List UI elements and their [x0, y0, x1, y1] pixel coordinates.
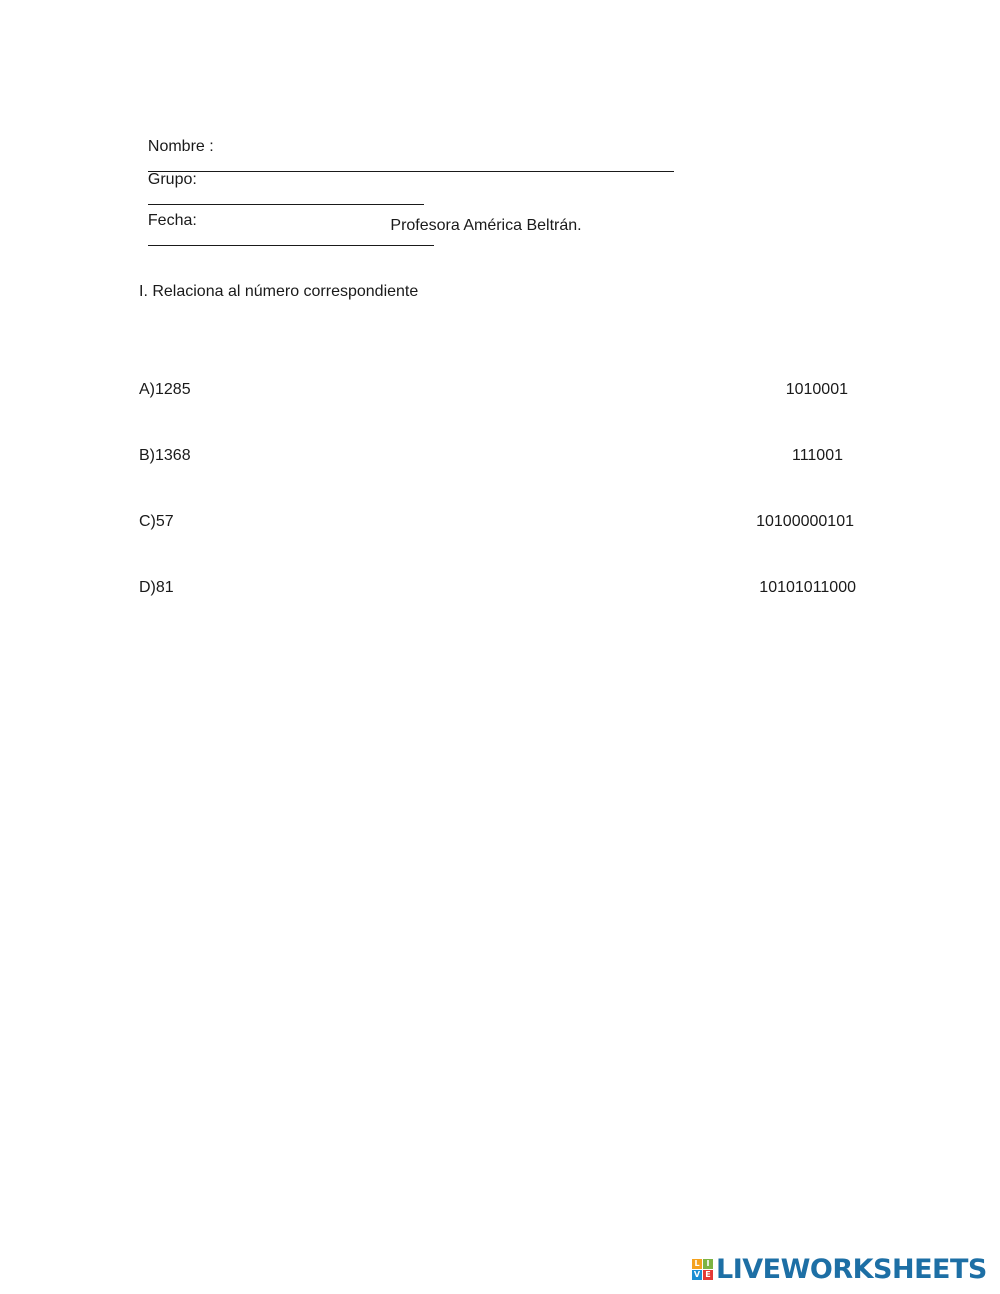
item-left-a: A)1285 — [139, 381, 191, 398]
grupo-fecha-field — [139, 150, 434, 252]
fecha-label: Fecha: — [147, 212, 197, 229]
item-right-2: 111001 — [791, 447, 843, 464]
item-left-d: D)81 — [139, 579, 174, 596]
item-right-4: 10101011000 — [759, 579, 856, 596]
item-left-b: B)1368 — [139, 447, 191, 464]
liveworksheets-text: LIVEWORKSHEETS — [716, 1253, 987, 1285]
liveworksheets-icon — [692, 1259, 713, 1280]
item-left-c: C)57 — [139, 513, 174, 530]
logo-letter-v: V — [693, 1269, 701, 1279]
instruction-text: I. Relaciona al número correspondiente — [139, 283, 419, 300]
logo-letter-i: I — [703, 1259, 713, 1269]
teacher-name: Profesora América Beltrán. — [390, 217, 582, 234]
logo-letter-e: E — [703, 1270, 713, 1280]
grupo-blank[interactable] — [148, 190, 424, 205]
grupo-label: Grupo: — [147, 171, 197, 188]
logo-letter-l: L — [692, 1259, 702, 1269]
liveworksheets-logo — [692, 1255, 987, 1283]
item-right-3: 10100000101 — [756, 513, 854, 530]
nombre-label: Nombre : — [147, 138, 214, 155]
item-right-1: 1010001 — [785, 381, 848, 398]
